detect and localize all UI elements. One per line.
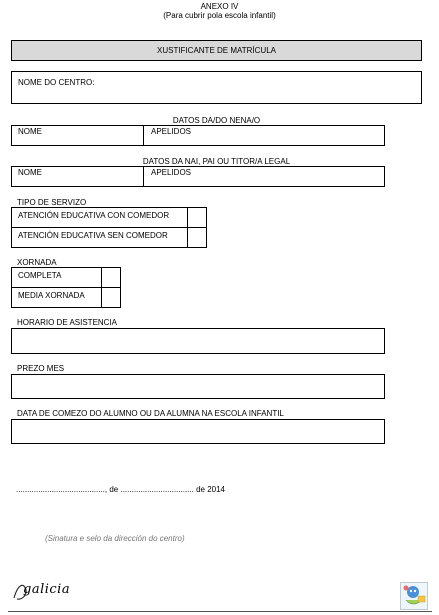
signature-note: (Sinatura e selo da dirección do centro) [45, 534, 185, 543]
child-data-table [11, 125, 385, 146]
annex-subtitle: (Para cubrir pola escola infantil) [163, 11, 276, 20]
attendance-field[interactable] [11, 328, 385, 354]
date-month-dots: ................................. [120, 485, 194, 494]
date-de-1: , de [104, 485, 119, 494]
schedule-option-full-label: COMPLETA [18, 271, 62, 280]
schedule-option-half-label: MEDIA XORNADA [18, 291, 85, 300]
child-table-divider [143, 126, 144, 145]
parent-table-divider [143, 167, 144, 186]
mascot-logo-icon [400, 582, 428, 610]
galicia-logo [12, 578, 72, 604]
schedule-options-table [11, 267, 121, 308]
attendance-label: HORARIO DE ASISTENCIA [17, 318, 118, 327]
child-name-label: NOME [18, 127, 42, 136]
service-option-with-meals-label: ATENCIÓN EDUCATIVA CON COMEDOR [18, 211, 170, 220]
service-option-without-meals-checkbox[interactable] [188, 228, 206, 247]
parent-name-label: NOME [18, 168, 42, 177]
child-surname-label: APELIDOS [151, 127, 192, 136]
footer-rule [8, 611, 432, 612]
schedule-option-half-checkbox[interactable] [102, 288, 120, 307]
service-row-divider [12, 227, 206, 228]
service-section-heading: TIPO DE SERVIZO [17, 198, 87, 207]
child-section-heading: DATOS DA/DO NENA/O [172, 116, 261, 125]
service-options-table [11, 207, 207, 248]
schedule-section-heading: XORNADA [17, 258, 57, 267]
parent-section-heading: DATOS DA NAI, PAI OU TITOR/A LEGAL [142, 157, 291, 166]
schedule-option-full-checkbox[interactable] [102, 268, 120, 287]
start-date-field[interactable] [11, 419, 385, 444]
monthly-price-label: PREZO MES [17, 364, 65, 373]
monthly-price-field[interactable] [11, 374, 385, 399]
start-date-label: DATA DE COMEZO DO ALUMNO OU DA ALUMNA NA ESCOLA INFANTIL [17, 409, 284, 418]
date-year-text: de 2014 [196, 485, 225, 494]
date-day-dots: ........................................ [16, 485, 105, 494]
date-line [16, 485, 225, 494]
centre-name-label: NOME DO CENTRO: [18, 78, 95, 87]
form-title: XUSTIFICANTE DE MATRÍCULA [11, 40, 422, 61]
parent-data-table [11, 166, 385, 187]
parent-surname-label: APELIDOS [151, 168, 192, 177]
centre-name-field[interactable] [11, 71, 422, 104]
service-option-with-meals-checkbox[interactable] [188, 208, 206, 227]
annex-number: ANEXO IV [200, 2, 239, 11]
galicia-logo-text: galicia [23, 582, 71, 597]
service-option-without-meals-label: ATENCIÓN EDUCATIVA SEN COMEDOR [18, 231, 168, 240]
